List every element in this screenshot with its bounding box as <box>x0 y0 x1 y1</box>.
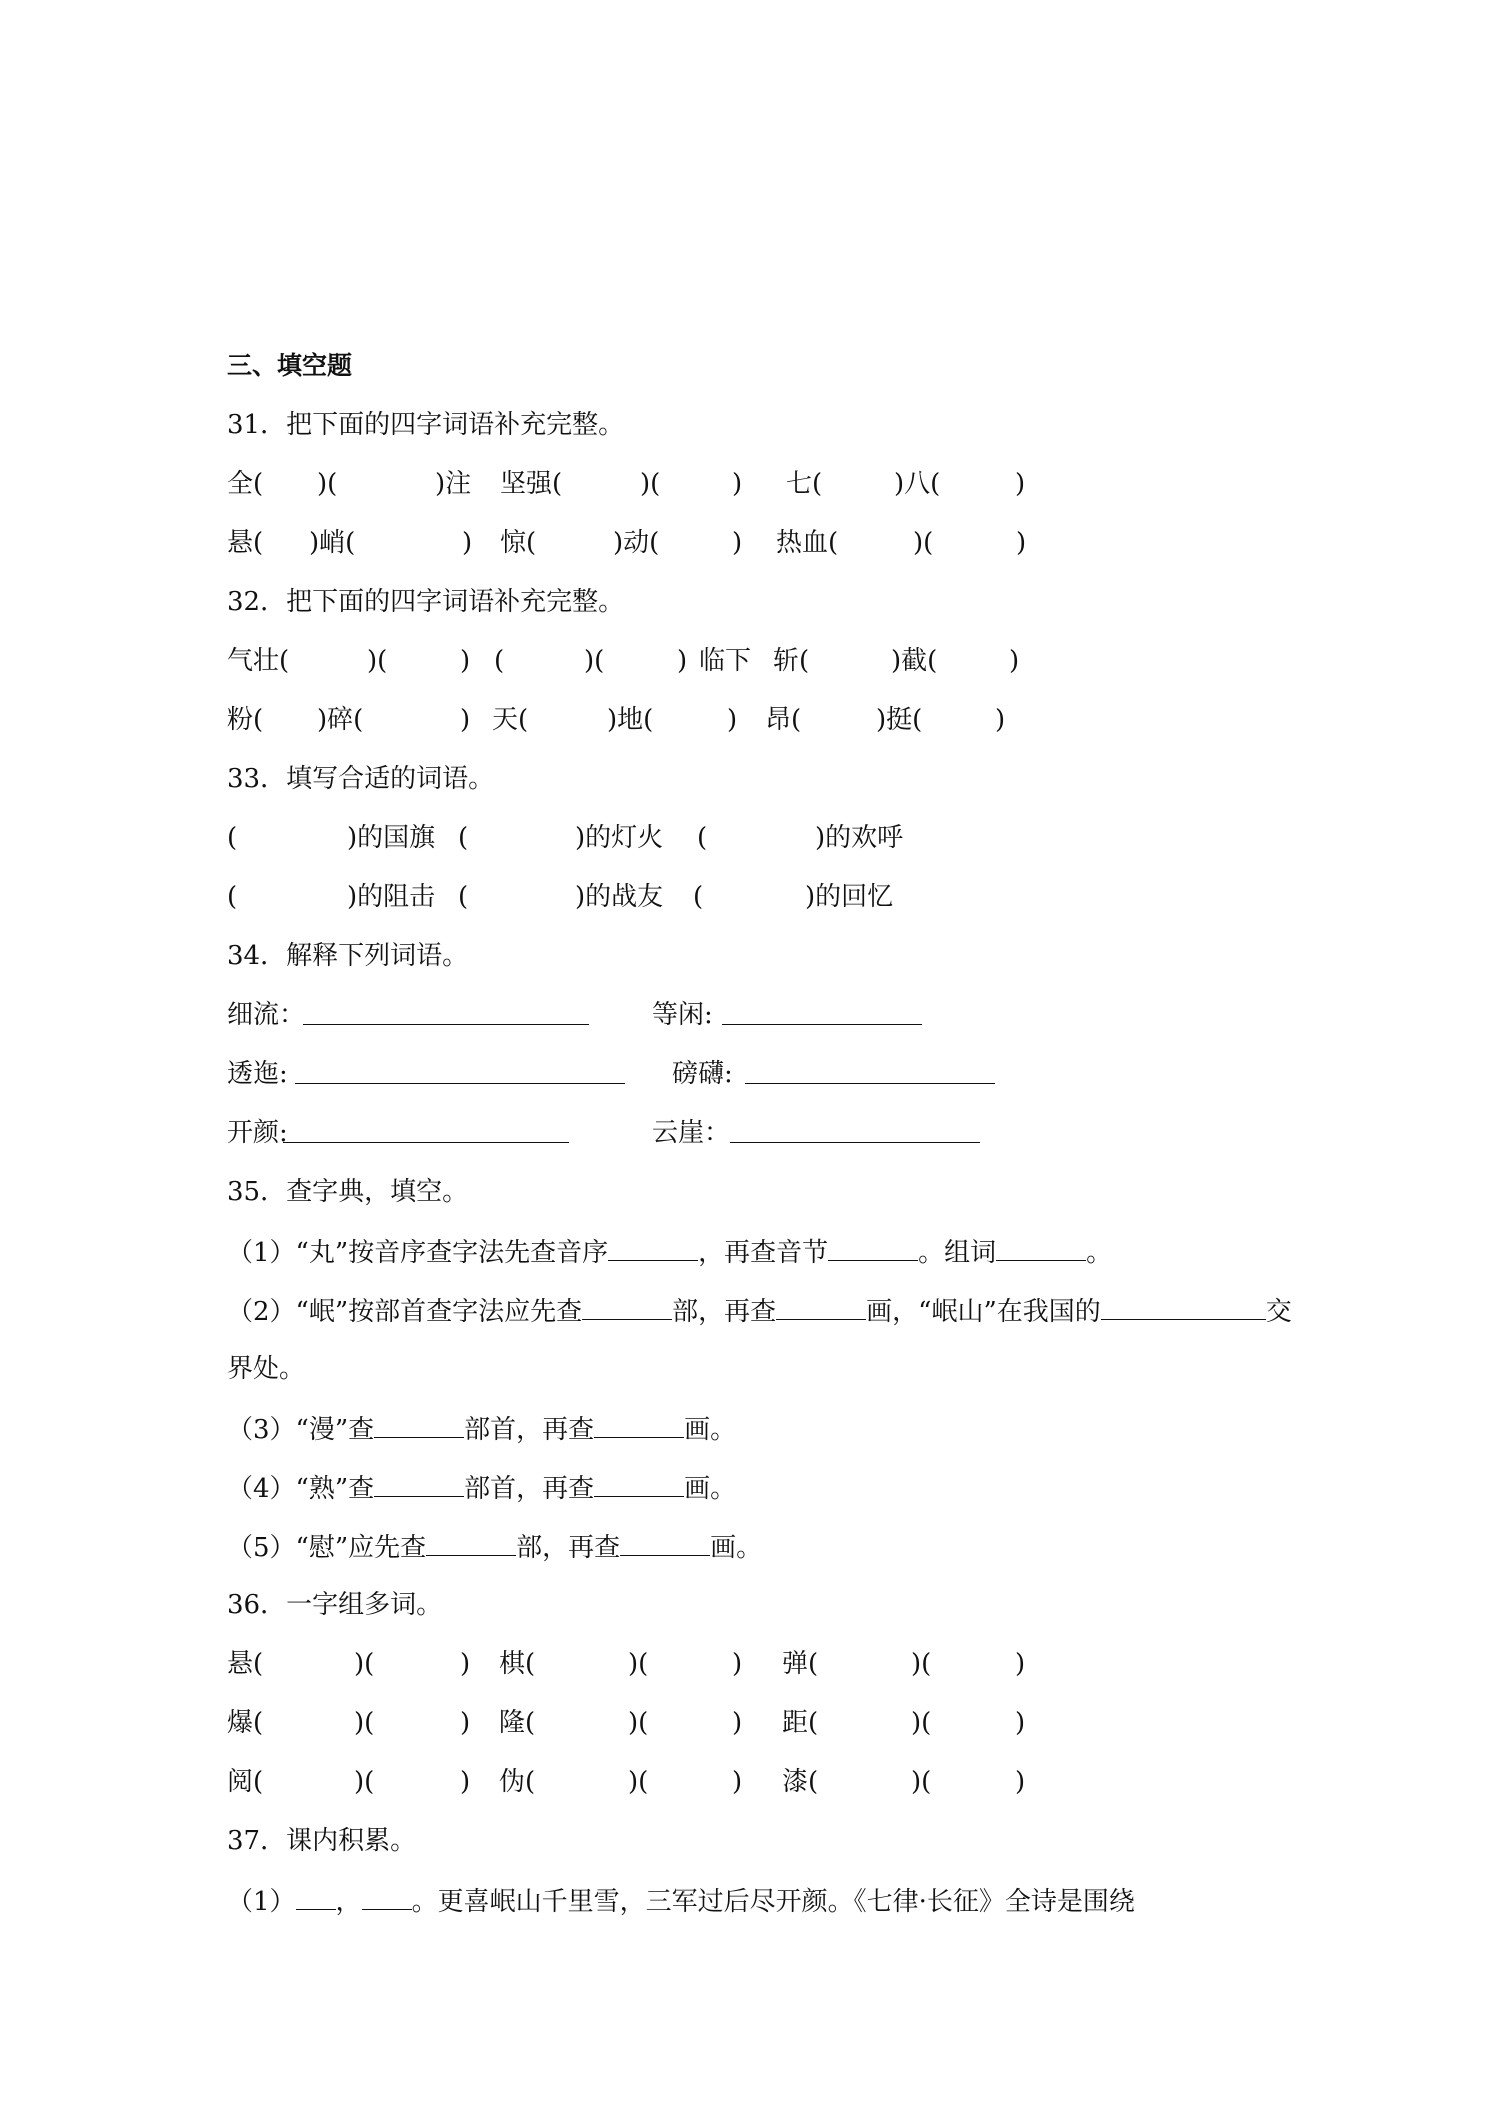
q31-r2-seg: ) <box>732 528 743 558</box>
q31-r1-seg: 坚强( <box>500 469 563 499</box>
q37-part-1 <box>227 1883 1135 1919</box>
question-31-title: 31．把下面的四字词语补充完整。 <box>227 410 625 440</box>
q36-seg: )( <box>354 1767 375 1797</box>
q32-r1-seg: 临下 <box>699 646 752 676</box>
answer-blank[interactable] <box>362 1883 412 1910</box>
term-label: 磅礴: <box>672 1059 733 1089</box>
q32-r1-seg: 气壮( <box>227 646 290 676</box>
q33-r2-seg: ( <box>227 882 238 912</box>
q31-r2-seg: )动( <box>613 528 660 558</box>
text: 画。 <box>710 1533 763 1563</box>
text: 部首，再查 <box>464 1415 595 1445</box>
q36-seg: )( <box>628 1708 649 1738</box>
q36-seg: )( <box>911 1767 932 1797</box>
q31-r1-seg: )注 <box>435 469 472 499</box>
q31-r1-seg: )( <box>640 469 661 499</box>
answer-blank[interactable] <box>594 1470 684 1497</box>
answer-blank[interactable] <box>283 1116 569 1152</box>
answer-blank[interactable] <box>1101 1293 1266 1320</box>
term-label: 细流： <box>227 1000 306 1030</box>
q36-seg: )( <box>911 1649 932 1679</box>
q36-seg: )( <box>628 1649 649 1679</box>
q32-r1-seg: ( <box>494 646 505 676</box>
q32-r2-seg: ) <box>995 705 1006 735</box>
q33-r2-seg: )的回忆 <box>805 882 894 912</box>
question-35-title: 35．查字典，填空。 <box>227 1177 469 1207</box>
q32-r1-seg: ) <box>677 646 688 676</box>
answer-blank[interactable] <box>996 1234 1086 1261</box>
answer-blank[interactable] <box>722 998 922 1034</box>
q33-r1-seg: ( <box>458 823 469 853</box>
q33-r2-seg: )的阻击 <box>347 882 436 912</box>
q33-r1-seg: )的灯火 <box>575 823 664 853</box>
text: 部，再查 <box>672 1297 777 1327</box>
q31-r1-seg: 七( <box>786 469 823 499</box>
q33-r1-seg: ( <box>697 823 708 853</box>
q33-r2-seg: )的战友 <box>575 882 664 912</box>
q33-r2-seg: ( <box>693 882 704 912</box>
q32-r2-seg: )碎( <box>317 705 364 735</box>
q32-r2-seg: ) <box>727 705 738 735</box>
text: （3）“漫”查 <box>227 1415 375 1445</box>
q36-seg: 隆( <box>499 1708 536 1738</box>
term-label: 透迤: <box>227 1059 288 1089</box>
q36-seg: ) <box>732 1708 743 1738</box>
q32-r1-seg: )( <box>367 646 388 676</box>
q31-r2-seg: ) <box>1016 528 1027 558</box>
q32-r1-seg: 斩( <box>773 646 810 676</box>
q32-r2-seg: 昂( <box>765 705 802 735</box>
answer-blank[interactable] <box>374 1411 464 1438</box>
q36-seg: 漆( <box>782 1767 819 1797</box>
text: 。组词 <box>918 1238 997 1268</box>
text: （4）“熟”查 <box>227 1474 375 1504</box>
answer-blank[interactable] <box>730 1116 980 1152</box>
q31-r2-seg: )峭( <box>309 528 356 558</box>
q36-seg: ) <box>1015 1767 1026 1797</box>
question-33-title: 33．填写合适的词语。 <box>227 764 495 794</box>
answer-blank[interactable] <box>608 1234 698 1261</box>
q36-seg: ) <box>460 1767 471 1797</box>
q36-seg: )( <box>628 1767 649 1797</box>
q35-part-1 <box>227 1234 1112 1270</box>
answer-blank[interactable] <box>620 1529 710 1556</box>
answer-blank[interactable] <box>776 1293 866 1320</box>
q32-r2-seg: ) <box>460 705 471 735</box>
text: 。 <box>1086 1238 1113 1268</box>
q36-seg: )( <box>354 1649 375 1679</box>
text: 画，“岷山”在我国的 <box>866 1297 1101 1327</box>
q36-seg: 阅( <box>227 1767 264 1797</box>
text: 画。 <box>684 1415 737 1445</box>
q36-seg: 爆( <box>227 1708 264 1738</box>
q31-r2-seg: ) <box>462 528 473 558</box>
q36-seg: )( <box>911 1708 932 1738</box>
q32-r2-seg: 粉( <box>227 705 264 735</box>
q32-r1-seg: ) <box>460 646 471 676</box>
q31-r1-seg: ) <box>1015 469 1026 499</box>
answer-blank[interactable] <box>295 1057 625 1093</box>
q32-r1-seg: ) <box>1009 646 1020 676</box>
q31-r2-seg: 悬( <box>227 528 264 558</box>
q36-seg: 棋( <box>499 1649 536 1679</box>
term-label: 开颜: <box>227 1118 288 1148</box>
text: ， <box>335 1887 362 1917</box>
q36-seg: ) <box>1015 1649 1026 1679</box>
text: 部，再查 <box>516 1533 621 1563</box>
q31-r2-seg: 热血( <box>776 528 839 558</box>
question-36-title: 36．一字组多词。 <box>227 1590 443 1620</box>
q31-r1-seg: 全( <box>227 469 264 499</box>
text: （2）“岷”按部首查字法应先查 <box>227 1297 583 1327</box>
q36-seg: 悬( <box>227 1649 264 1679</box>
q36-seg: 弹( <box>782 1649 819 1679</box>
term-label: 等闲: <box>652 1000 713 1030</box>
q31-r1-seg: )八( <box>894 469 941 499</box>
answer-blank[interactable] <box>296 1883 336 1910</box>
q36-seg: ) <box>460 1649 471 1679</box>
q36-seg: ) <box>1015 1708 1026 1738</box>
text: （5）“慰”应先查 <box>227 1533 427 1563</box>
answer-blank[interactable] <box>374 1470 464 1497</box>
q36-seg: )( <box>354 1708 375 1738</box>
q33-r1-seg: )的欢呼 <box>815 823 904 853</box>
answer-blank[interactable] <box>594 1411 684 1438</box>
q35-part-3 <box>227 1411 736 1447</box>
text: 画。 <box>684 1474 737 1504</box>
q33-r1-seg: ( <box>227 823 238 853</box>
text: 交 <box>1265 1297 1292 1327</box>
q31-r1-seg: )( <box>317 469 338 499</box>
q31-r2-seg: )( <box>913 528 934 558</box>
question-34-title: 34．解释下列词语。 <box>227 941 469 971</box>
text: 。更喜岷山千里雪，三军过后尽开颜。《七律·长征》全诗是围绕 <box>411 1887 1135 1917</box>
q32-r2-seg: )挺( <box>876 705 923 735</box>
text: （1）“丸”按音序查字法先查音序 <box>227 1238 609 1268</box>
q31-r1-seg: ) <box>732 469 743 499</box>
q36-seg: 伪( <box>499 1767 536 1797</box>
answer-blank[interactable] <box>745 1057 995 1093</box>
q36-seg: ) <box>732 1767 743 1797</box>
text: 部首，再查 <box>464 1474 595 1504</box>
term-label: 云崖： <box>652 1118 731 1148</box>
answer-blank[interactable] <box>426 1529 516 1556</box>
answer-blank[interactable] <box>828 1234 918 1261</box>
q32-r2-seg: 天( <box>492 705 529 735</box>
question-37-title: 37．课内积累。 <box>227 1826 417 1856</box>
question-32-title: 32．把下面的四字词语补充完整。 <box>227 587 625 617</box>
text: （1） <box>227 1887 296 1917</box>
q32-r1-seg: )截( <box>891 646 938 676</box>
q36-seg: ) <box>732 1649 743 1679</box>
q32-r1-seg: )( <box>584 646 605 676</box>
q33-r2-seg: ( <box>458 882 469 912</box>
section-title: 三、填空题 <box>227 351 353 380</box>
q36-seg: ) <box>460 1708 471 1738</box>
q36-seg: 距( <box>782 1708 819 1738</box>
q35-part-5 <box>227 1529 762 1565</box>
q33-r1-seg: )的国旗 <box>347 823 436 853</box>
q31-r2-seg: 惊( <box>500 528 537 558</box>
text: ，再查音节 <box>698 1238 829 1268</box>
answer-blank[interactable] <box>303 998 589 1034</box>
q35-part-4 <box>227 1470 736 1506</box>
answer-blank[interactable] <box>582 1293 672 1320</box>
q32-r2-seg: )地( <box>607 705 654 735</box>
q35-part-2-cont: 界处。 <box>227 1354 306 1384</box>
q35-part-2 <box>227 1293 1292 1329</box>
